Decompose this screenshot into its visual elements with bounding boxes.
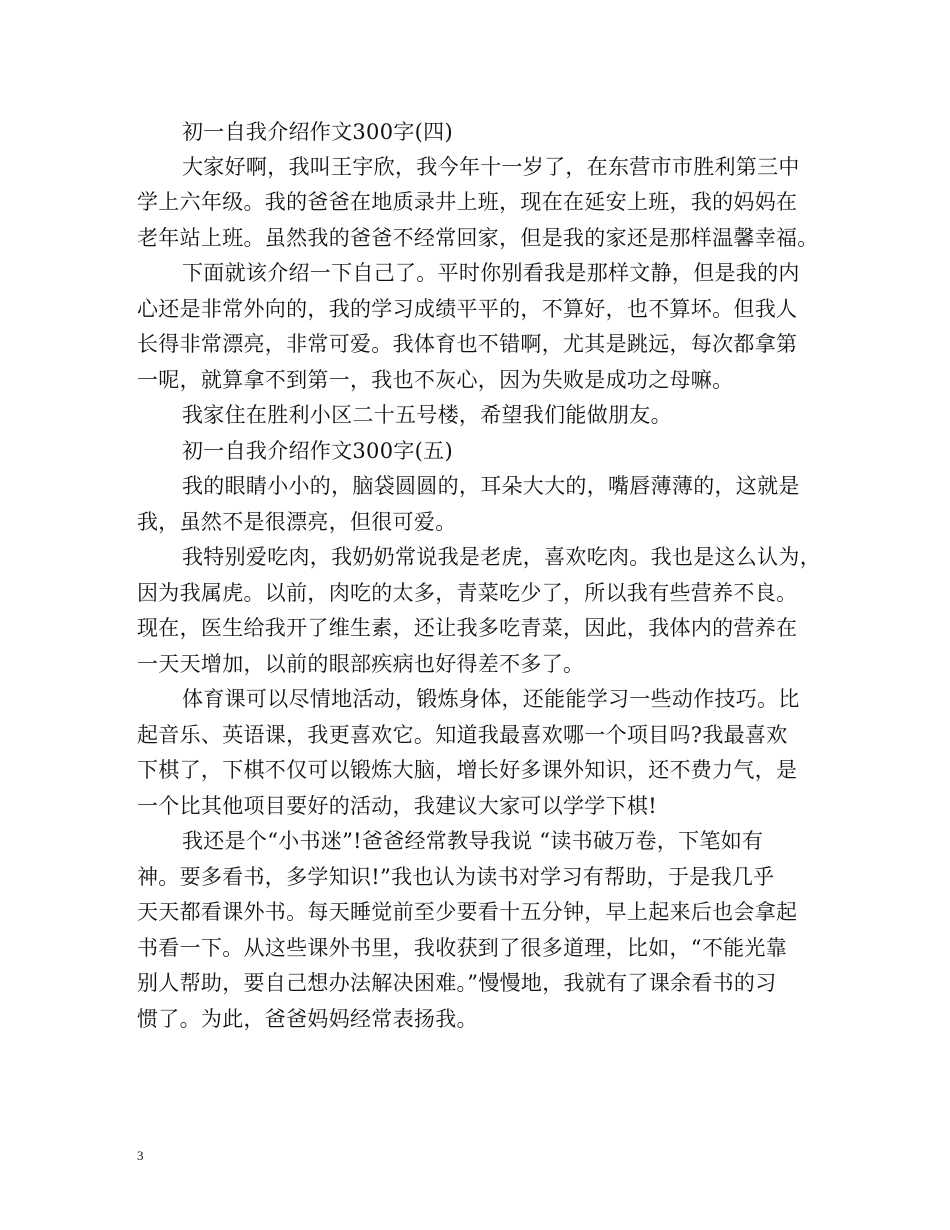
paragraph-line: 一呢，就算拿不到第一，我也不灰心，因为失败是成功之母嘛。 (137, 368, 734, 392)
section-title-5: 初一自我介绍作文300字(五) (182, 439, 453, 463)
paragraph-line: 现在，医生给我开了维生素，还让我多吃青菜，因此，我体内的营养在 (137, 616, 798, 640)
paragraph-line: 老年站上班。虽然我的爸爸不经常回家，但是我的家还是那样温馨幸福。 (137, 226, 819, 250)
paragraph-line: 体育课可以尽情地活动，锻炼身体，还能能学习一些动作技巧。比 (182, 687, 800, 711)
paragraph-line: 因为我属虎。以前，肉吃的太多，青菜吃少了，所以我有些营养不良。 (137, 581, 798, 605)
paragraph-line: 惯了。为此，爸爸妈妈经常表扬我。 (137, 1007, 478, 1031)
paragraph-line: 神。要多看书，多学知识!”我也认为读书对学习有帮助，于是我几乎 (137, 865, 775, 889)
paragraph-line: 下棋了，下棋不仅可以锻炼大脑，增长好多课外知识，还不费力气，是 (137, 758, 798, 782)
paragraph-line: 书看一下。从这些课外书里，我收获到了很多道理，比如，“不能光靠 (137, 936, 788, 960)
paragraph-line: 大家好啊，我叫王宇欣，我今年十一岁了，在东营市市胜利第三中 (182, 155, 800, 179)
paragraph-line: 我还是个“小书迷”!爸爸经常教导我说 “读书破万卷，下笔如有 (182, 829, 764, 853)
page-number: 3 (137, 1148, 144, 1163)
paragraph-line: 我，虽然不是很漂亮，但很可爱。 (137, 510, 457, 534)
paragraph-line: 我的眼睛小小的，脑袋圆圆的，耳朵大大的，嘴唇薄薄的，这就是 (182, 474, 800, 498)
paragraph-line: 心还是非常外向的，我的学习成绩平平的，不算好，也不算坏。但我人 (137, 297, 798, 321)
paragraph-line: 长得非常漂亮，非常可爱。我体育也不错啊，尤其是跳远，每次都拿第 (137, 332, 798, 356)
paragraph-line: 我特别爱吃肉，我奶奶常说我是老虎，喜欢吃肉。我也是这么认为， (182, 545, 821, 569)
paragraph-line: 我家住在胜利小区二十五号楼，希望我们能做朋友。 (182, 403, 672, 427)
section-title-4: 初一自我介绍作文300字(四) (182, 120, 453, 144)
paragraph-line: 起音乐、英语课，我更喜欢它。知道我最喜欢哪一个项目吗?我最喜欢 (137, 723, 788, 747)
paragraph-line: 天天都看课外书。每天睡觉前至少要看十五分钟，早上起来后也会拿起 (137, 900, 798, 924)
paragraph-line: 学上六年级。我的爸爸在地质录井上班，现在在延安上班，我的妈妈在 (137, 190, 798, 214)
paragraph-line: 下面就该介绍一下自己了。平时你别看我是那样文静，但是我的内 (182, 261, 800, 285)
paragraph-line: 别人帮助，要自己想办法解决困难。”慢慢地，我就有了课余看书的习 (137, 971, 777, 995)
paragraph-line: 一个比其他项目要好的活动，我建议大家可以学学下棋! (137, 794, 657, 818)
paragraph-line: 一天天增加，以前的眼部疾病也好得差不多了。 (137, 652, 585, 676)
